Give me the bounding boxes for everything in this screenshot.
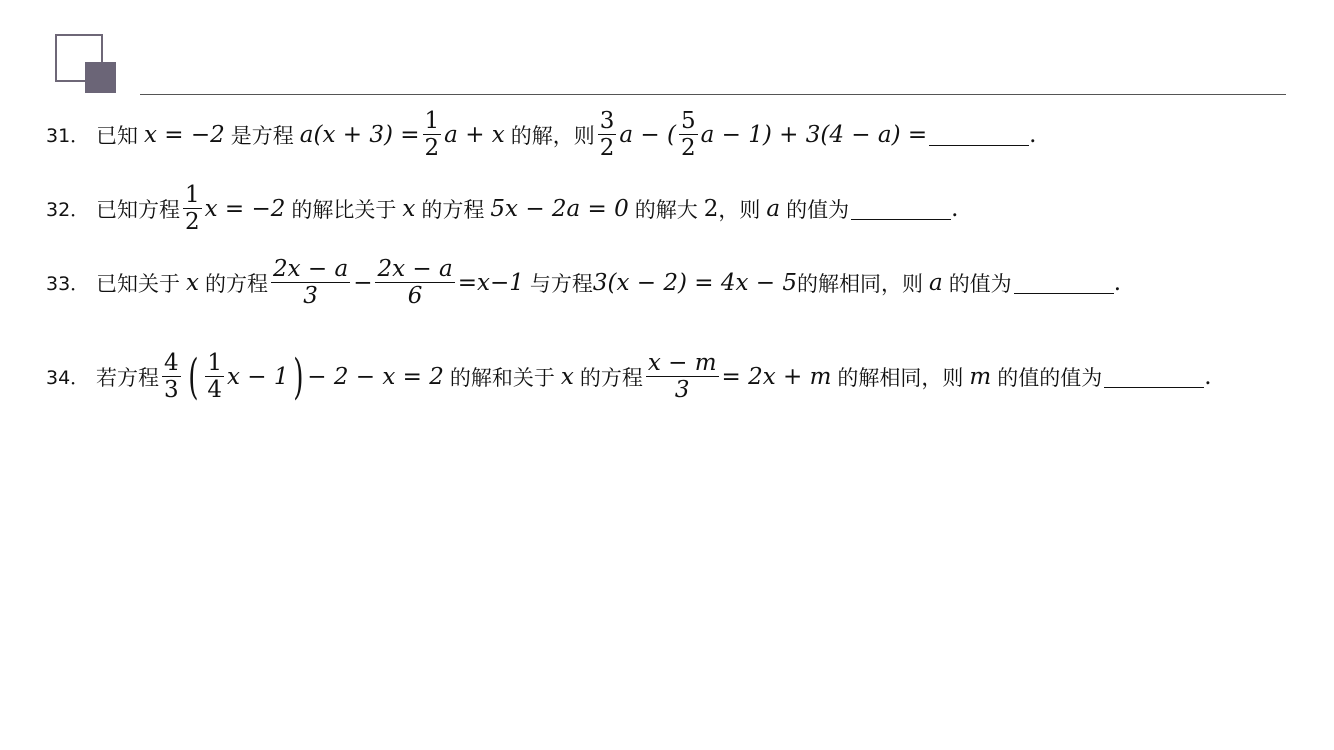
text: 的解和关于 <box>449 365 555 390</box>
math: 5x − 2a = 0 <box>490 195 629 222</box>
text: 与方程 <box>529 271 593 296</box>
question-31 <box>46 108 1036 162</box>
text: 的解相同，则 <box>837 365 964 390</box>
text: 已知关于 <box>96 271 180 296</box>
denominator: 6 <box>407 283 423 310</box>
denominator: 2 <box>680 135 696 162</box>
math: x <box>402 195 416 222</box>
left-paren: ( <box>187 348 199 405</box>
math: − <box>353 269 373 296</box>
math: a <box>928 269 943 296</box>
fraction <box>423 108 442 162</box>
math: 2 <box>703 195 719 222</box>
text: 的方程 <box>204 271 268 296</box>
numerator: x − m <box>647 350 717 376</box>
denominator: 2 <box>185 209 200 236</box>
question-number: 31． <box>46 125 90 148</box>
numerator: 3 <box>599 108 615 134</box>
period: . <box>951 195 959 222</box>
fraction <box>679 108 698 162</box>
fraction <box>205 350 224 404</box>
text: 的解，则 <box>510 123 595 148</box>
question-number: 34． <box>46 367 90 390</box>
question-34 <box>46 350 1212 404</box>
header-rule <box>140 94 1286 95</box>
period: . <box>1204 363 1212 390</box>
math: x <box>560 363 574 390</box>
question-32 <box>46 182 958 236</box>
numerator: 5 <box>680 108 696 134</box>
math: a + x <box>444 121 505 148</box>
denominator: 4 <box>207 377 223 404</box>
numerator: 4 <box>164 350 179 376</box>
text: 若方程 <box>96 365 159 390</box>
fraction <box>183 182 202 236</box>
text: 的解比关于 <box>291 197 397 222</box>
fraction <box>646 350 719 404</box>
text: 的解相同，则 <box>796 271 923 296</box>
math: = 2x + m <box>721 363 832 390</box>
logo-squares <box>55 34 117 96</box>
question-number: 32． <box>46 199 90 222</box>
math: a − 1) + 3(4 − a) = <box>700 121 928 148</box>
math: x = −2 <box>204 195 286 222</box>
text: 的值的值为 <box>997 365 1103 390</box>
answer-blank[interactable] <box>1014 271 1114 294</box>
numerator: 2x − a <box>272 256 349 282</box>
answer-blank[interactable] <box>1104 365 1204 388</box>
numerator: 1 <box>207 350 223 376</box>
math: =x−1 <box>457 269 524 296</box>
answer-blank[interactable] <box>851 197 951 220</box>
text: 的解大 <box>634 197 698 222</box>
text: ，则 <box>718 197 761 222</box>
text: 已知方程 <box>96 197 180 222</box>
question-33 <box>46 256 1121 310</box>
denominator: 2 <box>599 135 615 162</box>
denominator: 3 <box>303 283 318 310</box>
fraction <box>598 108 617 162</box>
text: 的方程 <box>579 365 643 390</box>
math: a(x + 3) = <box>299 121 420 148</box>
text: 已知 <box>96 123 138 148</box>
text: 的值为 <box>786 197 850 222</box>
right-paren: ) <box>292 348 304 405</box>
math: a − ( <box>619 121 676 148</box>
numerator: 1 <box>424 108 440 134</box>
math: m <box>969 363 992 390</box>
math: x <box>186 269 199 296</box>
math: x − 1 <box>227 363 289 390</box>
math: 3(x − 2) = 4x − 5 <box>592 269 797 296</box>
period: . <box>1029 121 1037 148</box>
fraction <box>271 256 350 310</box>
logo-inner-square <box>85 62 116 93</box>
denominator: 3 <box>164 377 179 404</box>
math: − 2 − x = 2 <box>307 363 444 390</box>
question-number: 33． <box>46 273 90 296</box>
denominator: 3 <box>674 377 690 404</box>
numerator: 2x − a <box>377 256 453 282</box>
period: . <box>1113 269 1121 296</box>
math: a <box>766 195 781 222</box>
fraction <box>375 256 454 310</box>
fraction <box>162 350 181 404</box>
answer-blank[interactable] <box>929 123 1029 146</box>
text: 是方程 <box>230 123 294 148</box>
text: 的值为 <box>948 271 1012 296</box>
numerator: 1 <box>185 182 200 208</box>
math: x = −2 <box>144 121 225 148</box>
denominator: 2 <box>424 135 440 162</box>
text: 的方程 <box>421 197 485 222</box>
